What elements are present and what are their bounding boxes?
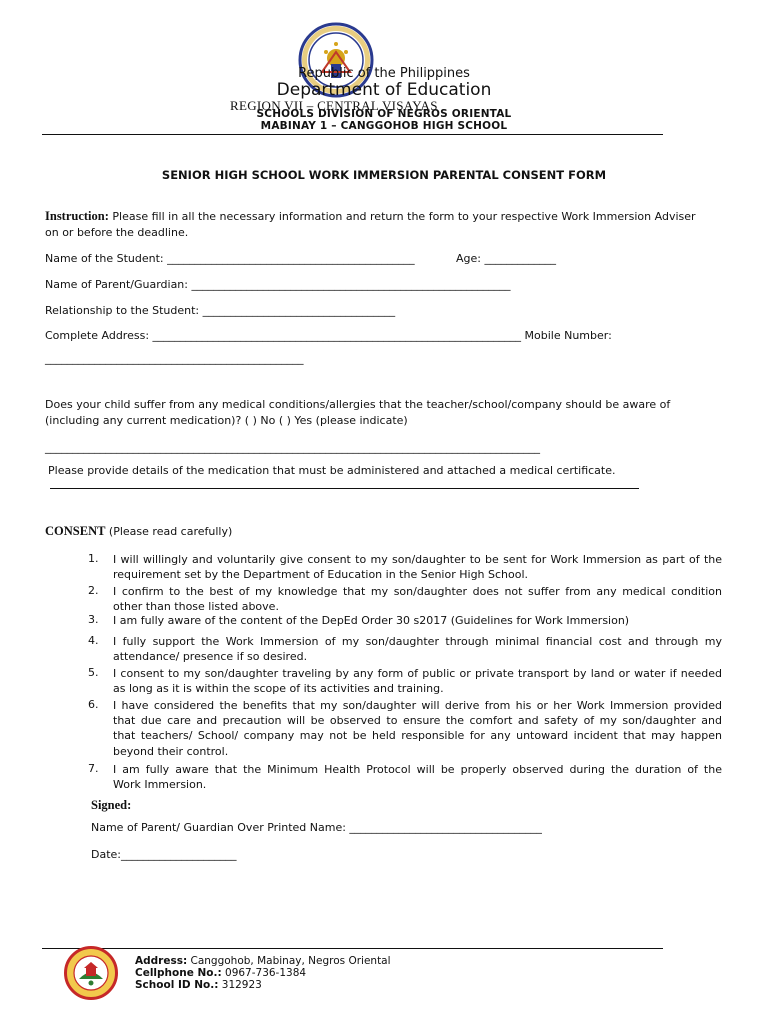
consent-item-number: 5. xyxy=(88,666,99,679)
consent-item-text xyxy=(113,698,722,759)
consent-label: CONSENT xyxy=(45,524,106,538)
parent-printed-name-field[interactable]: Name of Parent/ Guardian Over Printed Name: ___________________________________ xyxy=(91,821,542,834)
consent-item-line: that due care and precaution will be observed to ensure the comfort and safety of my son/daughter and xyxy=(113,714,722,728)
consent-item-text xyxy=(113,584,722,614)
consent-item-text xyxy=(113,552,722,582)
consent-note: (Please read carefully) xyxy=(105,525,233,538)
consent-item-number: 7. xyxy=(88,762,99,775)
consent-item-line: attendance/ presence if so desired. xyxy=(113,650,308,664)
consent-item-line: I confirm to the best of my knowledge that my son/daughter does not suffer from any medical condition xyxy=(113,585,722,598)
consent-item-line: that teachers/ School/ company may not be held responsible for any untoward incident that may happen xyxy=(113,729,722,743)
consent-item-number: 2. xyxy=(88,584,99,597)
school-id-value: 312923 xyxy=(218,979,262,991)
form-title: SENIOR HIGH SCHOOL WORK IMMERSION PARENTAL CONSENT FORM xyxy=(161,168,607,182)
consent-item-line: I am fully aware that the Minimum Health Protocol will be properly observed during the duration of the xyxy=(113,763,722,776)
school-logo xyxy=(64,946,118,1000)
instruction-label: Instruction: xyxy=(45,209,109,223)
medical-answer-line[interactable]: __________________________________________________________________________________________ xyxy=(45,441,540,454)
instruction-block xyxy=(45,208,696,225)
consent-heading xyxy=(45,523,232,540)
region-line: REGION VII – CENTRAL VISAYAS xyxy=(230,98,438,113)
consent-item-number: 3. xyxy=(88,613,99,626)
consent-item-line: I have considered the benefits that my son/daughter will derive from his or her Work Immersion provided xyxy=(113,699,722,712)
footer-divider xyxy=(42,948,663,949)
address-field[interactable]: Complete Address: ___________________________________________________________________ Mobile Number: xyxy=(45,329,612,342)
medication-details-note: Please provide details of the medication that must be administered and attached a medical certificate. xyxy=(48,464,616,477)
relationship-field[interactable]: Relationship to the Student: ___________________________________ xyxy=(45,304,396,317)
medical-question-1: Does your child suffer from any medical conditions/allergies that the teacher/school/company should be aware of xyxy=(45,398,671,411)
republic-line: Republic of the Philippines xyxy=(298,66,470,81)
student-name-field[interactable]: Name of the Student: _____________________________________________ xyxy=(45,252,415,265)
consent-item-line: beyond their control. xyxy=(113,744,229,758)
consent-item-line: I consent to my son/daughter traveling by any form of public or private transport by land or water if needed xyxy=(113,667,722,680)
address-label: Address: xyxy=(135,955,188,967)
instruction-text-1: Please fill in all the necessary information and return the form to your respective Work Immersion Adviser xyxy=(108,210,696,223)
consent-item-line: I will willingly and voluntarily give consent to my son/daughter to be sent for Work Immersion as part of the xyxy=(113,553,722,566)
consent-item-text xyxy=(113,613,722,628)
consent-item-line: as long as it is within the scope of its activities and training. xyxy=(113,682,444,696)
footer-address xyxy=(135,955,391,967)
footer-cellphone xyxy=(135,967,306,979)
instruction-text-2: on or before the deadline. xyxy=(45,226,189,239)
age-field[interactable]: Age: _____________ xyxy=(456,252,556,265)
consent-item-line: other than those listed above. xyxy=(113,600,279,614)
cellphone-value: 0967-736-1384 xyxy=(221,967,307,979)
consent-item-line: I fully support the Work Immersion of my son/daughter through minimal financial cost and through my xyxy=(113,635,722,648)
signed-label: Signed: xyxy=(91,798,132,812)
header-divider xyxy=(42,134,663,135)
consent-item-number: 1. xyxy=(88,552,99,565)
consent-item-text xyxy=(113,634,722,664)
consent-item-line: I am fully aware of the content of the DepEd Order 30 s2017 (Guidelines for Work Immersion) xyxy=(113,614,630,627)
consent-item-text xyxy=(113,666,722,696)
parent-name-field[interactable]: Name of Parent/Guardian: __________________________________________________________ xyxy=(45,278,511,291)
department-line: Department of Education xyxy=(276,80,492,100)
footer-school-id xyxy=(135,979,262,991)
mobile-number-line[interactable]: _______________________________________________ xyxy=(45,352,304,365)
consent-item-line: Work Immersion. xyxy=(113,778,207,792)
consent-item-number: 6. xyxy=(88,698,99,711)
consent-item-text xyxy=(113,762,722,792)
consent-item-number: 4. xyxy=(88,634,99,647)
cellphone-label: Cellphone No.: xyxy=(135,967,222,979)
date-field[interactable]: Date:_____________________ xyxy=(91,848,237,861)
school-line: MABINAY 1 – CANGGOHOB HIGH SCHOOL xyxy=(260,120,508,132)
school-id-label: School ID No.: xyxy=(135,979,219,991)
medication-answer-line[interactable] xyxy=(50,488,639,489)
medical-question-2: (including any current medication)? ( ) No ( ) Yes (please indicate) xyxy=(45,414,408,427)
consent-item-line: requirement set by the Department of Education in the Senior High School. xyxy=(113,568,529,582)
address-value: Canggohob, Mabinay, Negros Oriental xyxy=(187,955,391,967)
division-line: SCHOOLS DIVISION OF NEGROS ORIENTAL xyxy=(256,108,512,120)
